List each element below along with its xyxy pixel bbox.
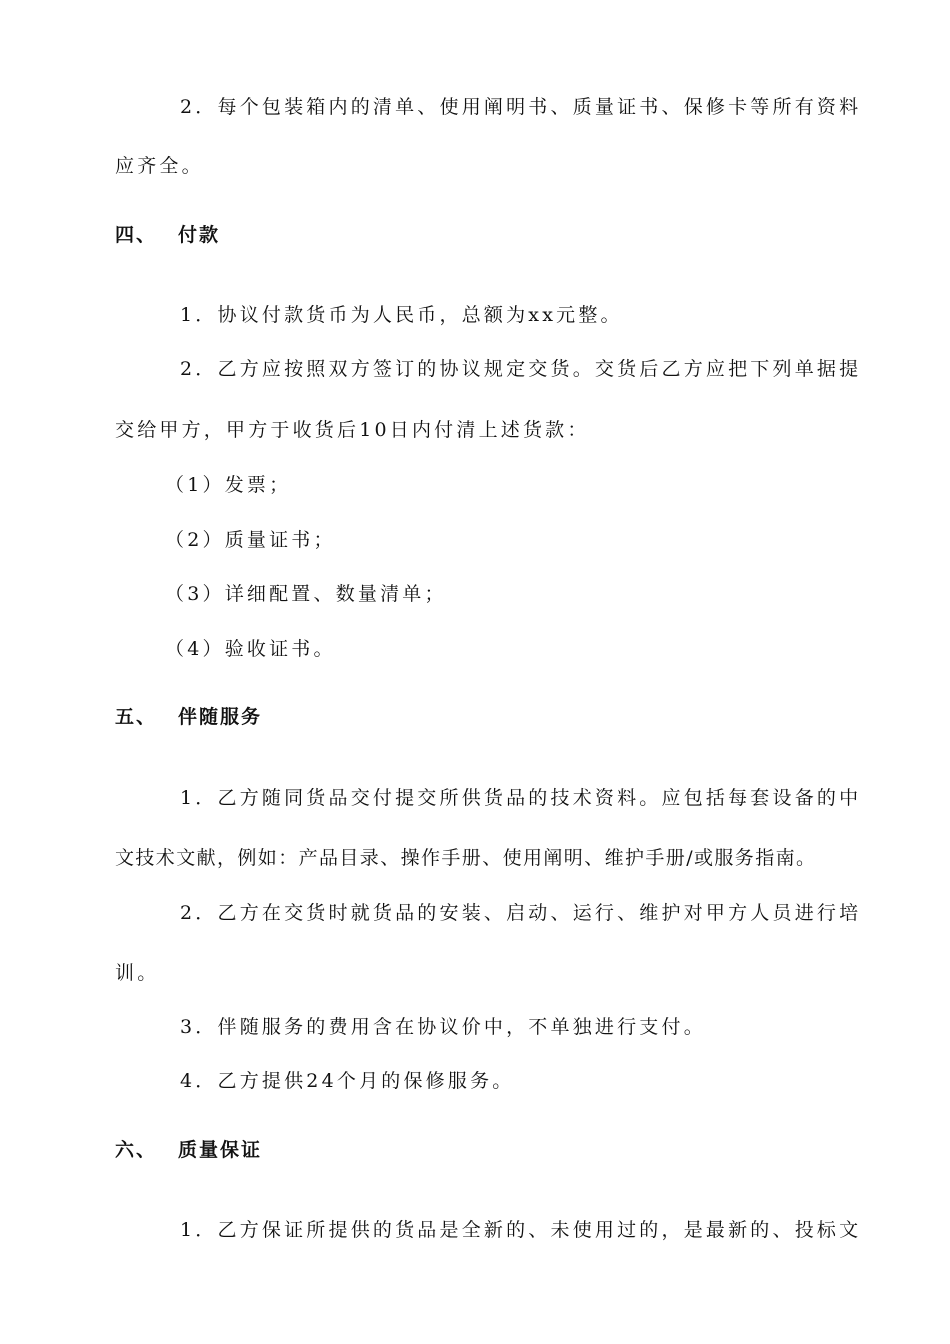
paragraph-line: 3．伴随服务的费用含在协议价中，不单独进行支付。	[180, 1016, 706, 1038]
list-item: （4）验收证书。	[165, 638, 336, 660]
list-item: （3）详细配置、数量清单；	[165, 583, 447, 605]
section-number: 六、	[115, 1139, 158, 1161]
section-title: 质量保证	[178, 1139, 263, 1161]
section-number: 五、	[115, 706, 158, 728]
paragraph-line: 1．乙方随同货品交付提交所供货品的技术资料。应包括每套设备的中	[180, 787, 862, 809]
section-heading	[115, 223, 220, 247]
section-heading	[115, 1138, 262, 1162]
paragraph-line: 4．乙方提供24个月的保修服务。	[180, 1070, 515, 1092]
paragraph-line: 训。	[115, 962, 160, 984]
paragraph-line: 文技术文献，例如：产品目录、操作手册、使用阐明、维护手册/或服务指南。	[115, 847, 817, 869]
list-item: （1）发票；	[165, 474, 292, 496]
paragraph-line: 2．乙方应按照双方签订的协议规定交货。交货后乙方应把下列单据提	[180, 358, 862, 380]
section-title: 付款	[178, 224, 221, 246]
paragraph-line: 2．每个包装箱内的清单、使用阐明书、质量证书、保修卡等所有资料	[180, 96, 862, 118]
paragraph-line: 应齐全。	[115, 155, 204, 177]
paragraph-line: 1．协议付款货币为人民币，总额为xx元整。	[180, 304, 623, 326]
paragraph-line: 交给甲方，甲方于收货后10日内付清上述货款：	[115, 419, 590, 441]
section-heading	[115, 705, 262, 729]
section-title: 伴随服务	[178, 706, 263, 728]
section-number: 四、	[115, 224, 158, 246]
paragraph-line: 1．乙方保证所提供的货品是全新的、未使用过的，是最新的、投标文	[180, 1219, 862, 1241]
paragraph-line: 2．乙方在交货时就货品的安装、启动、运行、维护对甲方人员进行培	[180, 902, 862, 924]
list-item: （2）质量证书；	[165, 529, 336, 551]
